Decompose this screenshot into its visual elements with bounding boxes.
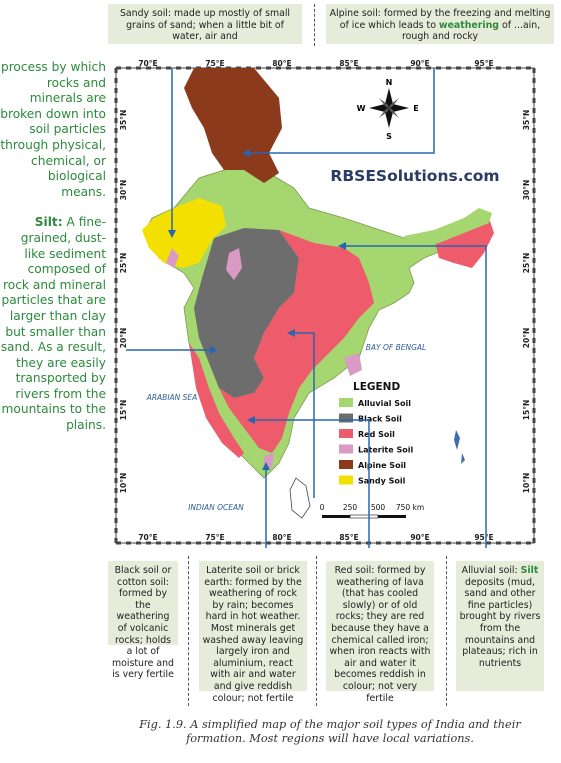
top-tick: 75°E <box>205 59 225 68</box>
alluvial-soil-box <box>456 561 544 691</box>
bay-of-bengal-label: BAY OF BENGAL <box>365 343 427 352</box>
left-tick: 10°N <box>119 472 128 494</box>
right-tick: 15°N <box>522 399 531 421</box>
legend-swatch <box>339 460 353 469</box>
top-tick: 70°E <box>138 59 158 68</box>
scale-label: 0 <box>319 503 325 512</box>
divider <box>188 556 189 706</box>
alluvial-soil-text: Alluvial soil: <box>461 565 521 576</box>
right-tick: 25°N <box>522 252 531 274</box>
weathering-term: weathering <box>438 19 499 31</box>
bottom-tick: 95°E <box>474 533 494 542</box>
legend-swatch <box>339 429 353 438</box>
legend-swatch <box>339 445 353 454</box>
silt-term: Silt: <box>34 215 63 230</box>
legend-swatch <box>339 414 353 423</box>
sidebar-glossary <box>0 60 106 449</box>
legend-swatch <box>339 476 353 485</box>
arabian-sea-label: ARABIAN SEA <box>146 393 198 402</box>
silt-term-inline: Silt <box>520 565 539 576</box>
bottom-tick: 85°E <box>339 533 359 542</box>
left-tick: 15°N <box>119 399 128 421</box>
compass-e: E <box>413 104 419 113</box>
left-tick: 25°N <box>119 252 128 274</box>
figure-caption: Fig. 1.9. A simplified map of the major soil types of India and their formation. Most regions will have local variations. <box>139 718 521 745</box>
divider <box>446 556 447 706</box>
top-tick: 90°E <box>410 59 430 68</box>
right-tick: 35°N <box>522 109 531 131</box>
black-soil-box <box>108 561 178 681</box>
legend-label: Sandy Soil <box>358 476 406 486</box>
left-tick: 30°N <box>119 179 128 201</box>
legend-title: LEGEND <box>353 381 401 393</box>
weathering-definition: process by which rocks and minerals are broken down into soil particles through physical, chemical, or biological means. <box>0 60 106 199</box>
soil-map <box>104 58 559 548</box>
legend-label: Laterite Soil <box>358 445 414 455</box>
top-tick: 80°E <box>272 59 292 68</box>
black-soil-text: Black soil or cotton soil: formed by the weathering of volcanic rocks; holds a lot of moisture and is very fertile <box>111 565 174 681</box>
left-tick: 35°N <box>119 109 128 131</box>
legend-swatch <box>339 398 353 407</box>
indian-ocean-label: INDIAN OCEAN <box>188 503 244 512</box>
bottom-tick: 90°E <box>410 533 430 542</box>
legend-label: Alpine Soil <box>358 461 407 470</box>
bottom-tick: 80°E <box>272 533 292 542</box>
bottom-tick: 70°E <box>138 533 158 542</box>
legend-label: Black Soil <box>358 414 402 424</box>
laterite-soil-text: Laterite soil or brick earth: formed by the weathering of rock by rain; becomes hard in hot weather. Most minerals get washed away leaving largely iron and aluminium, react with air and water and give reddish colour; not fertile <box>202 565 304 704</box>
sandy-soil-box <box>108 4 302 44</box>
red-soil-text: Red soil: formed by weathering of lava (that has cooled slowly) or of old rocks; they are red because they have a chemical called iron; when iron reacts with air and water it becomes reddish in colour; not very fertile <box>329 565 431 704</box>
compass-n: N <box>385 78 393 87</box>
silt-definition <box>0 215 106 433</box>
divider <box>314 4 315 46</box>
top-tick: 85°E <box>339 59 359 68</box>
scale-label: 750 km <box>395 503 425 512</box>
compass-s: S <box>386 132 392 141</box>
right-tick: 20°N <box>522 327 531 349</box>
watermark-text: RBSESolutions.com <box>330 167 500 185</box>
alpine-soil-text-end: of ...ain, rough and rocky <box>402 19 541 43</box>
right-tick: 10°N <box>522 472 531 494</box>
right-tick: 30°N <box>522 179 531 201</box>
scale-label: 250 <box>342 503 358 512</box>
left-tick: 20°N <box>119 327 128 349</box>
laterite-soil-box <box>199 561 307 704</box>
bottom-tick: 75°E <box>205 533 225 542</box>
sandy-soil-text: Sandy soil: made up mostly of small grains of sand; when a little bit of water, air and <box>119 8 291 43</box>
compass-w: W <box>356 104 366 113</box>
scale-label: 500 <box>370 503 386 512</box>
red-soil-box <box>326 561 434 704</box>
silt-text: A fine-grained, dust-like sediment composed of rock and mineral particles that are larger than clay but smaller than sand. As a result, they are easily transported by rivers from the mountains to the plains. <box>0 215 106 433</box>
alpine-soil-box <box>326 4 554 44</box>
alluvial-soil-text-end: deposits (mud, sand and other fine particles) brought by rivers from the mountains and plateaus; rich in nutrients <box>459 576 541 669</box>
legend-label: Alluvial Soil <box>358 399 411 408</box>
alpine-soil-text: Alpine soil: formed by the freezing and melting of ice which leads to <box>329 8 551 31</box>
legend-label: Red Soil <box>358 430 395 439</box>
top-tick: 95°E <box>474 59 494 68</box>
divider <box>316 556 317 706</box>
